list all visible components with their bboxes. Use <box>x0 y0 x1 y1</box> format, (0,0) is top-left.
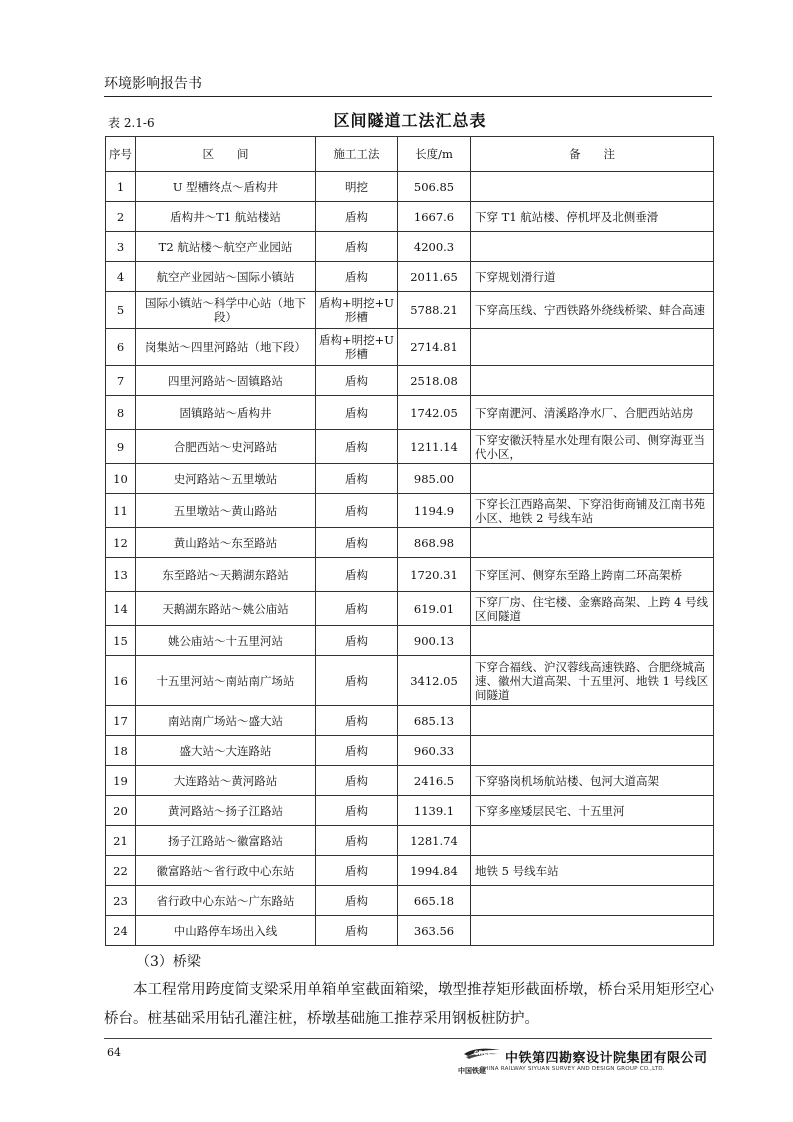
cell-section: 东至路站～天鹅湖东路站 <box>136 558 316 592</box>
cell-method: 盾构+明挖+U 形槽 <box>316 329 398 366</box>
table-row <box>106 558 714 592</box>
cell-method: 盾构 <box>316 430 398 464</box>
cell-method: 盾构 <box>316 592 398 626</box>
cell-note <box>471 464 714 494</box>
company-name-en: CHINA RAILWAY SIYUAN SURVEY AND DESIGN GROUP CO.,LTD. <box>480 1066 665 1072</box>
table-row <box>106 396 714 430</box>
cell-note <box>471 329 714 366</box>
cell-length: 3412.05 <box>398 656 471 706</box>
cell-length: 1720.31 <box>398 558 471 592</box>
cell-section: 黄山路站～东至路站 <box>136 528 316 558</box>
cell-note <box>471 172 714 202</box>
cell-section: 航空产业园站～国际小镇站 <box>136 262 316 292</box>
table-row <box>106 172 714 202</box>
cell-length: 5788.21 <box>398 292 471 329</box>
cell-section: 黄河路站～扬子江路站 <box>136 796 316 826</box>
cell-section: U 型槽终点～盾构井 <box>136 172 316 202</box>
table-row <box>106 766 714 796</box>
cell-method: 盾构 <box>316 916 398 946</box>
body-paragraph: 本工程常用跨度简支梁采用单箱单室截面箱梁，墩型推荐矩形截面桥墩，桥台采用矩形空心桥台。桩基础采用钻孔灌注桩，桥墩基础施工推荐采用钢板桩防护。 <box>104 982 714 1027</box>
cell-seq: 13 <box>106 558 136 592</box>
cell-length: 506.85 <box>398 172 471 202</box>
cell-method: 盾构 <box>316 202 398 232</box>
cell-note: 下穿骆岗机场航站楼、包河大道高架 <box>471 766 714 796</box>
column-header-seq: 序号 <box>106 137 136 172</box>
table-body <box>106 172 714 946</box>
cell-seq: 22 <box>106 856 136 886</box>
cell-section: 合肥西站～史河路站 <box>136 430 316 464</box>
cell-section: 中山路停车场出入线 <box>136 916 316 946</box>
cell-seq: 8 <box>106 396 136 430</box>
table-row <box>106 656 714 706</box>
table-row <box>106 706 714 736</box>
cell-note: 下穿 T1 航站楼、停机坪及北侧垂滑 <box>471 202 714 232</box>
cell-section: 大连路站～黄河路站 <box>136 766 316 796</box>
cell-length: 1194.9 <box>398 494 471 528</box>
cell-length: 665.18 <box>398 886 471 916</box>
cell-seq: 11 <box>106 494 136 528</box>
cell-note: 下穿安徽沃特星水处理有限公司、侧穿海亚当代小区， <box>471 430 714 464</box>
cell-note: 下穿厂房、住宅楼、金寨路高架、上跨 4 号线区间隧道 <box>471 592 714 626</box>
cell-note: 下穿南淝河、清溪路净水厂、合肥西站站房 <box>471 396 714 430</box>
cell-section: 徽富路站～省行政中心东站 <box>136 856 316 886</box>
cell-seq: 10 <box>106 464 136 494</box>
cell-note: 下穿多座矮层民宅、十五里河 <box>471 796 714 826</box>
cell-note <box>471 886 714 916</box>
cell-section: 十五里河站～南站南广场站 <box>136 656 316 706</box>
company-name-cn: 中铁第四勘察设计院集团有限公司 <box>505 1051 708 1066</box>
cell-length: 2714.81 <box>398 329 471 366</box>
cell-method: 盾构 <box>316 736 398 766</box>
cell-length: 985.00 <box>398 464 471 494</box>
table-row <box>106 626 714 656</box>
section-heading: （3）桥梁 <box>136 954 201 970</box>
table-row <box>106 366 714 396</box>
cell-section: 国际小镇站～科学中心站（地下段） <box>136 292 316 329</box>
cell-method: 盾构 <box>316 826 398 856</box>
cell-note <box>471 232 714 262</box>
cell-section: 四里河路站～固镇路站 <box>136 366 316 396</box>
cell-length: 2011.65 <box>398 262 471 292</box>
table-row <box>106 202 714 232</box>
cell-note <box>471 916 714 946</box>
cell-length: 363.56 <box>398 916 471 946</box>
cell-note: 地铁 5 号线车站 <box>471 856 714 886</box>
table-row <box>106 464 714 494</box>
cell-method: 盾构 <box>316 656 398 706</box>
cell-method: 盾构 <box>316 232 398 262</box>
cell-section: 省行政中心东站～广东路站 <box>136 886 316 916</box>
table-row <box>106 592 714 626</box>
cell-seq: 6 <box>106 329 136 366</box>
cell-section: 姚公庙站～十五里河站 <box>136 626 316 656</box>
svg-text:CRCC: CRCC <box>474 1050 492 1057</box>
page-number: 64 <box>107 1046 121 1059</box>
cell-note: 下穿规划滑行道 <box>471 262 714 292</box>
cell-method: 盾构 <box>316 558 398 592</box>
table-row <box>106 916 714 946</box>
cell-length: 1742.05 <box>398 396 471 430</box>
table-row <box>106 826 714 856</box>
table-row <box>106 430 714 464</box>
cell-method: 盾构 <box>316 766 398 796</box>
cell-seq: 17 <box>106 706 136 736</box>
cell-seq: 3 <box>106 232 136 262</box>
cell-method: 盾构 <box>316 796 398 826</box>
cell-section: 固镇路站～盾构井 <box>136 396 316 430</box>
table-row <box>106 856 714 886</box>
cell-note <box>471 366 714 396</box>
cell-seq: 9 <box>106 430 136 464</box>
cell-seq: 14 <box>106 592 136 626</box>
cell-seq: 12 <box>106 528 136 558</box>
cell-seq: 20 <box>106 796 136 826</box>
table-row <box>106 528 714 558</box>
cell-method: 盾构 <box>316 626 398 656</box>
cell-method: 盾构+明挖+U 形槽 <box>316 292 398 329</box>
column-header-section: 区 间 <box>136 137 316 172</box>
cell-section: 盾构井～T1 航站楼站 <box>136 202 316 232</box>
cell-note: 下穿长江西路高架、下穿沿街商铺及江南书苑小区、地铁 2 号线车站 <box>471 494 714 528</box>
cell-seq: 15 <box>106 626 136 656</box>
cell-length: 685.13 <box>398 706 471 736</box>
cell-seq: 7 <box>106 366 136 396</box>
cell-method: 盾构 <box>316 856 398 886</box>
column-header-note: 备 注 <box>471 137 714 172</box>
table-row <box>106 232 714 262</box>
cell-seq: 4 <box>106 262 136 292</box>
cell-note: 下穿匡河、侧穿东至路上跨南二环高架桥 <box>471 558 714 592</box>
header-rule <box>104 96 712 97</box>
brand-name: 中国铁建 <box>458 1067 486 1075</box>
cell-length: 960.33 <box>398 736 471 766</box>
cell-length: 4200.3 <box>398 232 471 262</box>
cell-method: 盾构 <box>316 706 398 736</box>
cell-method: 盾构 <box>316 464 398 494</box>
cell-length: 900.13 <box>398 626 471 656</box>
cell-length: 619.01 <box>398 592 471 626</box>
cell-note: 下穿合福线、沪汉蓉线高速铁路、合肥绕城高速、徽州大道高架、十五里河、地铁 1 号线区间隧道 <box>471 656 714 706</box>
cell-note <box>471 826 714 856</box>
table-title: 区间隧道工法汇总表 <box>333 111 487 130</box>
table-row <box>106 886 714 916</box>
cell-length: 2518.08 <box>398 366 471 396</box>
cell-section: T2 航站楼～航空产业园站 <box>136 232 316 262</box>
cell-section: 天鹅湖东路站～姚公庙站 <box>136 592 316 626</box>
cell-length: 1994.84 <box>398 856 471 886</box>
cell-section: 岗集站～四里河路站（地下段） <box>136 329 316 366</box>
cell-seq: 23 <box>106 886 136 916</box>
tunnel-method-table <box>105 136 714 946</box>
cell-method: 盾构 <box>316 494 398 528</box>
cell-length: 1211.14 <box>398 430 471 464</box>
cell-section: 五里墩站～黄山路站 <box>136 494 316 528</box>
table-row <box>106 292 714 329</box>
cell-seq: 19 <box>106 766 136 796</box>
cell-method: 盾构 <box>316 886 398 916</box>
cell-section: 盛大站～大连路站 <box>136 736 316 766</box>
cell-length: 2416.5 <box>398 766 471 796</box>
cell-length: 1667.6 <box>398 202 471 232</box>
cell-note: 下穿高压线、宁西铁路外绕线桥梁、蚌合高速 <box>471 292 714 329</box>
table-row <box>106 494 714 528</box>
cell-note <box>471 528 714 558</box>
cell-section: 扬子江路站～徽富路站 <box>136 826 316 856</box>
cell-seq: 24 <box>106 916 136 946</box>
cell-method: 明挖 <box>316 172 398 202</box>
cell-seq: 16 <box>106 656 136 706</box>
cell-method: 盾构 <box>316 528 398 558</box>
document-header: 环境影响报告书 <box>104 76 202 92</box>
column-header-method: 施工工法 <box>316 137 398 172</box>
cell-seq: 21 <box>106 826 136 856</box>
table-label: 表 2.1-6 <box>108 116 155 130</box>
cell-method: 盾构 <box>316 396 398 430</box>
cell-seq: 2 <box>106 202 136 232</box>
cell-method: 盾构 <box>316 262 398 292</box>
cell-note <box>471 736 714 766</box>
table-row <box>106 796 714 826</box>
cell-seq: 5 <box>106 292 136 329</box>
cell-section: 南站南广场站～盛大站 <box>136 706 316 736</box>
cell-length: 868.98 <box>398 528 471 558</box>
table-row <box>106 262 714 292</box>
crcc-logo-icon <box>462 1045 502 1065</box>
cell-note <box>471 706 714 736</box>
cell-note <box>471 626 714 656</box>
table-header-row <box>106 137 714 172</box>
column-header-length: 长度/m <box>398 137 471 172</box>
cell-seq: 18 <box>106 736 136 766</box>
table-row <box>106 329 714 366</box>
cell-length: 1139.1 <box>398 796 471 826</box>
cell-length: 1281.74 <box>398 826 471 856</box>
cell-seq: 1 <box>106 172 136 202</box>
footer-rule <box>104 1038 712 1039</box>
cell-method: 盾构 <box>316 366 398 396</box>
table-row <box>106 736 714 766</box>
cell-section: 史河路站～五里墩站 <box>136 464 316 494</box>
